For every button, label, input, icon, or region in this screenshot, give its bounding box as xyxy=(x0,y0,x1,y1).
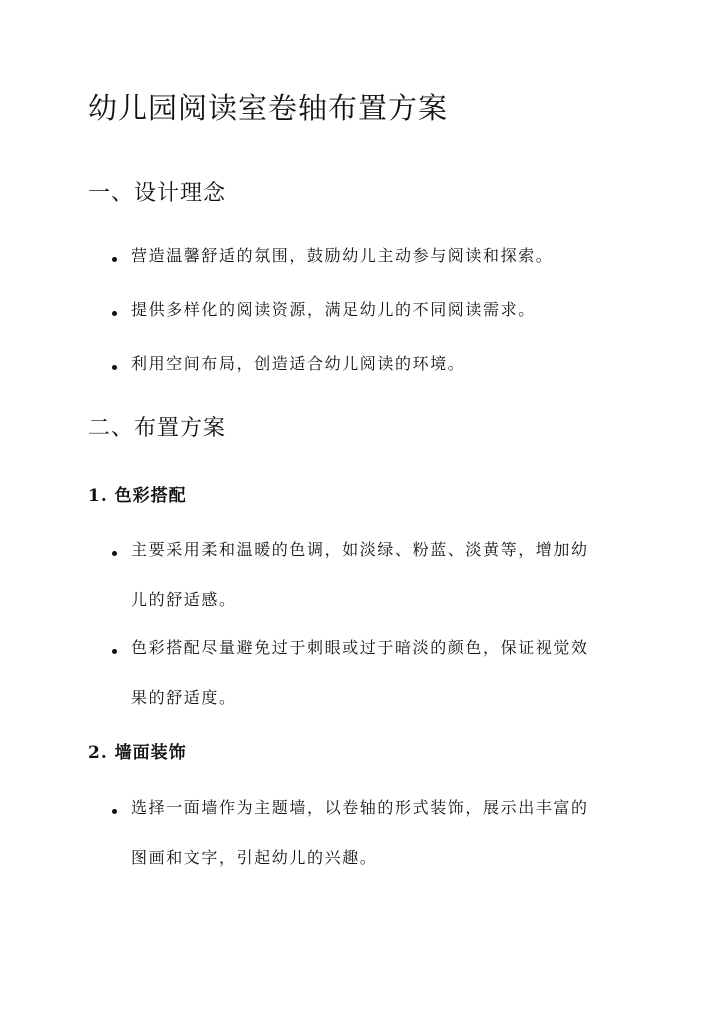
subsection-heading-wall-decoration: 2. 墙面装饰 xyxy=(88,743,187,763)
list-item xyxy=(131,637,589,737)
section-heading-layout-plan: 二、布置方案 xyxy=(88,416,227,441)
list-item-text: 提供多样化的阅读资源，满足幼儿的不同阅读需求。 xyxy=(131,300,536,319)
list-item-text-line: 儿的舒适感。 xyxy=(131,590,237,609)
list-item-text-line: 主要采用柔和温暖的色调，如淡绿、粉蓝、淡黄等，增加幼 xyxy=(131,540,589,559)
list-item xyxy=(131,797,589,897)
list-item xyxy=(131,353,465,403)
list-item-text: 利用空间布局，创造适合幼儿阅读的环境。 xyxy=(131,354,466,373)
list-item xyxy=(131,539,589,639)
list-item xyxy=(131,299,536,349)
list-item xyxy=(131,245,553,295)
list-item-text-line: 选择一面墙作为主题墙，以卷轴的形式装饰，展示出丰富的 xyxy=(131,798,589,817)
section-heading-design-concept: 一、设计理念 xyxy=(88,181,227,206)
list-item-text-line: 图画和文字，引起幼儿的兴趣。 xyxy=(131,848,378,867)
document-title: 幼儿园阅读室卷轴布置方案 xyxy=(88,91,449,125)
list-item-text: 营造温馨舒适的氛围，鼓励幼儿主动参与阅读和探索。 xyxy=(131,246,554,265)
subsection-heading-color-matching: 1. 色彩搭配 xyxy=(88,486,187,506)
list-item-text-line: 果的舒适度。 xyxy=(131,688,237,707)
list-item-text-line: 色彩搭配尽量避免过于刺眼或过于暗淡的颜色，保证视觉效 xyxy=(131,638,589,657)
